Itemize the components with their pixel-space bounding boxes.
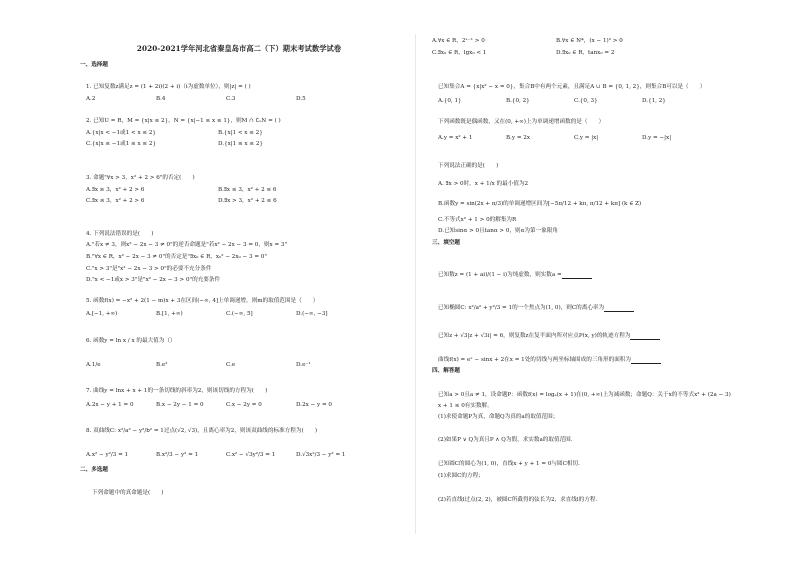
option-b: B.x − 2y − 1 = 0 bbox=[156, 402, 204, 408]
problem-17-part-2: (2)如果P ∨ Q为真且P ∧ Q为假，求实数a的取值范围. bbox=[438, 437, 573, 443]
question-3: 3. 命题"∀x > 3，x² + 2 > 6"的否定( ) bbox=[86, 175, 195, 181]
option-c: C.e bbox=[226, 362, 236, 368]
option-c: C.∃x₀ ∈ R，lgx₀ < 1 bbox=[432, 50, 487, 56]
question-11: 下列函数既是偶函数，又在(0, +∞)上为单调递增函数的是（ ） bbox=[438, 119, 605, 125]
page-title: 2020-2021学年河北省秦皇岛市高二（下）期末考试数学试卷 bbox=[136, 44, 342, 53]
option-c: C.∃x ≤ 3，x² + 2 > 6 bbox=[86, 198, 145, 204]
option-d: D.{x|1 ≤ x ≤ 2} bbox=[218, 141, 263, 147]
fill-question-16 bbox=[438, 357, 661, 364]
problem-18-stem: 已知圆C的圆心为(1, 0)，直线x + y + 1 = 0与圆C相切. bbox=[438, 461, 580, 467]
question-6: 6. 函数y = ln x / x 的最大值为（） bbox=[86, 338, 176, 344]
fill-question-15 bbox=[438, 333, 660, 340]
question-10: 已知集合A = {x|x² − x = 0}，集合B中有两个元素，且满足A ∪ B = {0, 1, 2}，则集合B可以是（ ） bbox=[438, 84, 706, 90]
option-c: C.(−∞, 5] bbox=[226, 311, 253, 317]
option-d: D.{1, 2} bbox=[642, 98, 666, 104]
option-b: B.函数y = sin(2x + π/3)的单调递增区间为[−5π/12 + kπ, π/12 + kπ] (k ∈ Z) bbox=[438, 201, 642, 207]
option-c: C."x > 3"是"x² − 2x − 3 > 0"的必要不充分条件 bbox=[86, 266, 212, 272]
option-a: A.{0, 1} bbox=[438, 98, 462, 104]
option-a: A. ∃x > 0时，x + 1/x 的最小值为2 bbox=[438, 181, 529, 187]
question-12: 下列说法正确的是( ) bbox=[438, 163, 499, 169]
problem-18-part-1: (1)求圆C的方程； bbox=[438, 473, 484, 479]
option-a: A.∀x ∈ R，2ˣ⁻¹ > 0 bbox=[432, 38, 485, 44]
option-c: C.{0, 3} bbox=[574, 98, 598, 104]
option-b: B.e² bbox=[156, 362, 168, 368]
option-a: A.x² − y²/3 = 1 bbox=[86, 452, 129, 458]
question-text: 已知z + √3|z + √3i| = 6，则复数z在复平面内所对应点P(x, y)的轨迹方程为 bbox=[438, 333, 631, 339]
option-b: B.∃x ≤ 3，x² + 2 ≤ 6 bbox=[218, 187, 277, 193]
option-a: A.2 bbox=[86, 96, 96, 102]
question-2: 2. 已知U = R，M = {x|x ≤ 2}，N = {x|−1 ≤ x ≤ 1}，则M ∩ ∁ᵤN = ( ) bbox=[86, 118, 281, 124]
problem-17-part-1: (1)求使命题P为真，命题Q为真的a的取值范围； bbox=[438, 414, 559, 420]
fill-question-14 bbox=[438, 305, 634, 312]
option-b: B.y = 2x bbox=[506, 135, 531, 141]
answer-blank bbox=[631, 357, 661, 364]
answer-blank bbox=[562, 272, 592, 279]
option-b: B.4 bbox=[156, 96, 166, 102]
option-d: D.5 bbox=[296, 96, 306, 102]
option-a: A.[−1, +∞) bbox=[86, 311, 118, 317]
option-c: C.y = |x| bbox=[574, 135, 599, 141]
section-heading: 四、解答题 bbox=[432, 368, 460, 374]
question-8: 8. 双曲线C: x²/a² − y²/b² = 1过点(√2, √3)，且离心率为2，则该双曲线的标准方程为( ) bbox=[86, 428, 318, 434]
option-b: B.∀x ∈ N*，(x − 1)² > 0 bbox=[556, 38, 623, 44]
problem-18-part-2: (2)若直线l过点(2, 2)，被圆C所截得的弦长为2，求直线l的方程. bbox=[438, 497, 598, 503]
section-heading: 二、多选题 bbox=[80, 467, 108, 473]
answer-blank bbox=[630, 333, 660, 340]
option-a: A."若x ≠ 3，则x² − 2x − 3 ≠ 0"的逆否命题是"若x² − 2x − 3 = 0，则x = 3" bbox=[86, 242, 288, 248]
problem-17-stem-cont: x + 1 ≤ 0有实数解。 bbox=[438, 403, 493, 409]
option-c: C.{x|x ≤ −1或1 ≤ x ≤ 2} bbox=[86, 141, 157, 147]
option-d: D.(−∞, −3] bbox=[296, 311, 328, 317]
question-7: 7. 曲线y = lnx + x + 1的一条切线的斜率为2，则该切线的方程为( ) bbox=[86, 388, 268, 394]
fill-question-13 bbox=[438, 272, 592, 279]
option-d: D.已知sinα > 0且tanα > 0，则α为第一象限角 bbox=[438, 228, 558, 234]
answer-blank bbox=[604, 305, 634, 312]
problem-17-stem: 已知a > 0且a ≠ 1，设命题P：函数f(x) = logₐ(x + 1)在(0, +∞)上为减函数；命题Q：关于x的不等式x² + (2a − 3) bbox=[438, 392, 731, 398]
option-c: C.3 bbox=[226, 96, 236, 102]
question-text: 已知数z = (1 + ai)/(1 − i)为纯虚数，则实数a = bbox=[438, 272, 562, 278]
option-b: B."∀x ∈ R，x² − 2x − 3 ≠ 0"的否定是"∃x₀ ∈ R，x₀² − 2x₀ − 3 = 0" bbox=[86, 254, 267, 260]
column-divider bbox=[415, 34, 416, 534]
option-a: A.y = x² + 1 bbox=[438, 135, 473, 141]
option-b: B.{0, 2} bbox=[506, 98, 530, 104]
question-9: 下列命题中的真命题是( ) bbox=[92, 490, 164, 496]
question-text: 曲线f(x) = eˣ − sinx + 2在x = 1处的切线与两坐标轴围成的三角形的面积为 bbox=[438, 357, 631, 363]
option-c: C.x − 2y = 0 bbox=[226, 402, 262, 408]
option-a: A.{x|x < −1或1 < x ≤ 2} bbox=[86, 130, 156, 136]
question-text: 已知椭圆C: x²/a² + y²/3 = 1的一个焦点为(1, 0)，则C的离心率为 bbox=[438, 305, 605, 311]
option-c: C.不等式x² + 1 > 0的解集为R bbox=[438, 217, 517, 223]
option-a: A.∃x ≥ 3，x² + 2 > 6 bbox=[86, 187, 145, 193]
option-d: D.∃x > 3，x² + 2 ≤ 6 bbox=[218, 198, 277, 204]
option-b: B.{x|1 < x ≤ 2} bbox=[218, 130, 263, 136]
option-d: D.2x − y = 0 bbox=[296, 402, 332, 408]
question-1: 1. 已知复数z满足z = (1 + 2i)(2 + i)（i为虚数单位），则|z| = ( ) bbox=[86, 84, 251, 90]
option-a: A.1/e bbox=[86, 362, 101, 368]
option-c: C.x² − √3y²/3 = 1 bbox=[226, 452, 276, 458]
question-5: 5. 函数f(x) = −x² + 2(1 − m)x + 3在区间(−∞, 4]上单调递增，则m的取值范围是（ ） bbox=[86, 298, 319, 304]
option-d: D.y = −|x| bbox=[642, 135, 672, 141]
option-b: B.x²/3 − y² = 1 bbox=[156, 452, 199, 458]
section-heading: 一、选择题 bbox=[80, 62, 108, 68]
option-d: D."x < −1或x > 3"是"x² − 2x − 3 > 0"的充要条件 bbox=[86, 277, 221, 283]
option-d: D.∃x₀ ∈ R，tanx₀ = 2 bbox=[556, 50, 615, 56]
option-a: A.2x − y + 1 = 0 bbox=[86, 402, 134, 408]
option-d: D.√3x²/3 − y² = 1 bbox=[296, 452, 346, 458]
option-d: D.e⁻¹ bbox=[296, 362, 311, 368]
option-b: B.[1, +∞) bbox=[156, 311, 183, 317]
section-heading: 三、填空题 bbox=[432, 240, 460, 246]
question-4: 4. 下列说法错误的是( ) bbox=[86, 231, 154, 237]
